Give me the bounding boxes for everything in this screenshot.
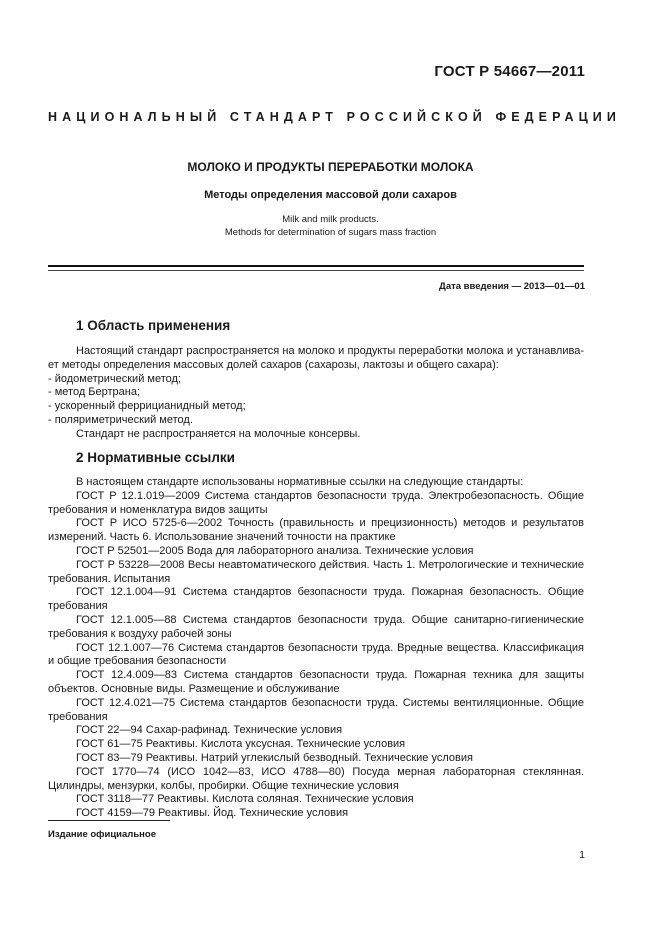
section-1-line: - метод Бертрана; (48, 386, 141, 399)
reference-entry-continuation: измерений. Часть 6. Использование значений точности на практике (48, 531, 396, 544)
reference-entry: ГОСТ 22—94 Сахар-рафинад. Технические условия (76, 724, 343, 737)
national-standard-banner: НАЦИОНАЛЬНЫЙ СТАНДАРТ РОССИЙСКОЙ ФЕДЕРАЦИИ (48, 110, 621, 124)
section-2-heading: 2 Нормативные ссылки (76, 450, 235, 465)
english-title-line-2: Methods for determination of sugars mass fraction (224, 227, 437, 238)
reference-entry: ГОСТ 83—79 Реактивы. Натрий углекислый безводный. Технические условия (76, 751, 473, 764)
section-1-line: - йодометрический метод; (48, 372, 181, 385)
reference-entry: ГОСТ 3118—77 Реактивы. Кислота соляная. Технические условия (76, 793, 414, 806)
reference-entry-continuation: объектов. Основные виды. Размещение и обслуживание (48, 682, 340, 695)
header-rule-thin (48, 270, 584, 271)
section-2-body (48, 476, 584, 821)
reference-entry-continuation: требования (48, 710, 108, 723)
section-1-line: - поляриметрический метод. (48, 413, 193, 426)
reference-entry: ГОСТ 12.4.009—83 Система стандартов безопасности труда. Пожарная техника для защиты (76, 669, 584, 682)
reference-entry-continuation: требования. Испытания (48, 572, 171, 585)
reference-entry: ГОСТ 12.1.007—76 Система стандартов безопасности труда. Вредные вещества. Классификация (76, 641, 584, 654)
reference-entry: ГОСТ 4159—79 Реактивы. Йод. Технические условия (76, 807, 349, 820)
reference-entry: ГОСТ 61—75 Реактивы. Кислота уксусная. Технические условия (76, 738, 406, 751)
document-subtitle: Методы определения массовой доли сахаров (204, 189, 457, 201)
section-1-line: Настоящий стандарт распространяется на молоко и продукты переработки молока и устанавлива- (76, 345, 584, 357)
reference-entry: ГОСТ 12.1.004—91 Система стандартов безопасности труда. Пожарная безопасность. Общие (76, 586, 584, 599)
section-1-line: Стандарт не распространяется на молочные консервы. (76, 427, 361, 440)
section-1-body (48, 345, 584, 442)
reference-entry-continuation: требования (48, 600, 108, 613)
introduction-date: Дата введения — 2013—01—01 (439, 281, 585, 292)
reference-entry: ГОСТ Р 12.1.019—2009 Система стандартов безопасности труда. Электробезопасность. Общие (76, 489, 584, 502)
reference-entry: ГОСТ Р 52501—2005 Вода для лабораторного анализа. Технические условия (76, 544, 474, 557)
section-1-line: - ускоренный феррицианидный метод; (48, 400, 246, 413)
reference-entry: ГОСТ Р ИСО 5725-6—2002 Точность (правильность и прецизионность) методов и результатов (76, 517, 584, 530)
section-1-line: ет методы определения массовых долей сахаров (сахарозы, лактозы и общего сахара): (48, 358, 499, 371)
reference-entry-continuation: и общие требования безопасности (48, 655, 227, 668)
document-code: ГОСТ Р 54667—2011 (434, 63, 585, 80)
english-title-line-1: Milk and milk products. (282, 214, 379, 225)
page-number: 1 (579, 849, 585, 861)
document-title: МОЛОКО И ПРОДУКТЫ ПЕРЕРАБОТКИ МОЛОКА (187, 160, 474, 174)
reference-entry-continuation: Цилиндры, мензурки, колбы, пробирки. Общие технические условия (48, 779, 399, 792)
header-rule-thick (48, 265, 584, 267)
reference-entry-continuation: требования и номенклатура видов защиты (48, 503, 268, 516)
footer-rule (48, 820, 170, 821)
section-2-intro: В настоящем стандарте использованы нормативные ссылки на следующие стандарты: (76, 476, 524, 488)
reference-entry: ГОСТ 12.1.005—88 Система стандартов безопасности труда. Общие санитарно-гигиенические (76, 613, 584, 626)
section-1-heading: 1 Область применения (76, 318, 231, 333)
reference-entry: ГОСТ 1770—74 (ИСО 1042—83, ИСО 4788—80) Посуда мерная лабораторная стеклянная. (76, 765, 584, 778)
reference-entry: ГОСТ Р 53228—2008 Весы неавтоматического действия. Часть 1. Метрологические и технические (76, 558, 584, 571)
reference-entry-continuation: требования к воздуху рабочей зоны (48, 627, 232, 640)
reference-entry: ГОСТ 12.4.021—75 Система стандартов безопасности труда. Системы вентиляционные. Общие (76, 696, 584, 709)
edition-note: Издание официальное (48, 829, 156, 840)
